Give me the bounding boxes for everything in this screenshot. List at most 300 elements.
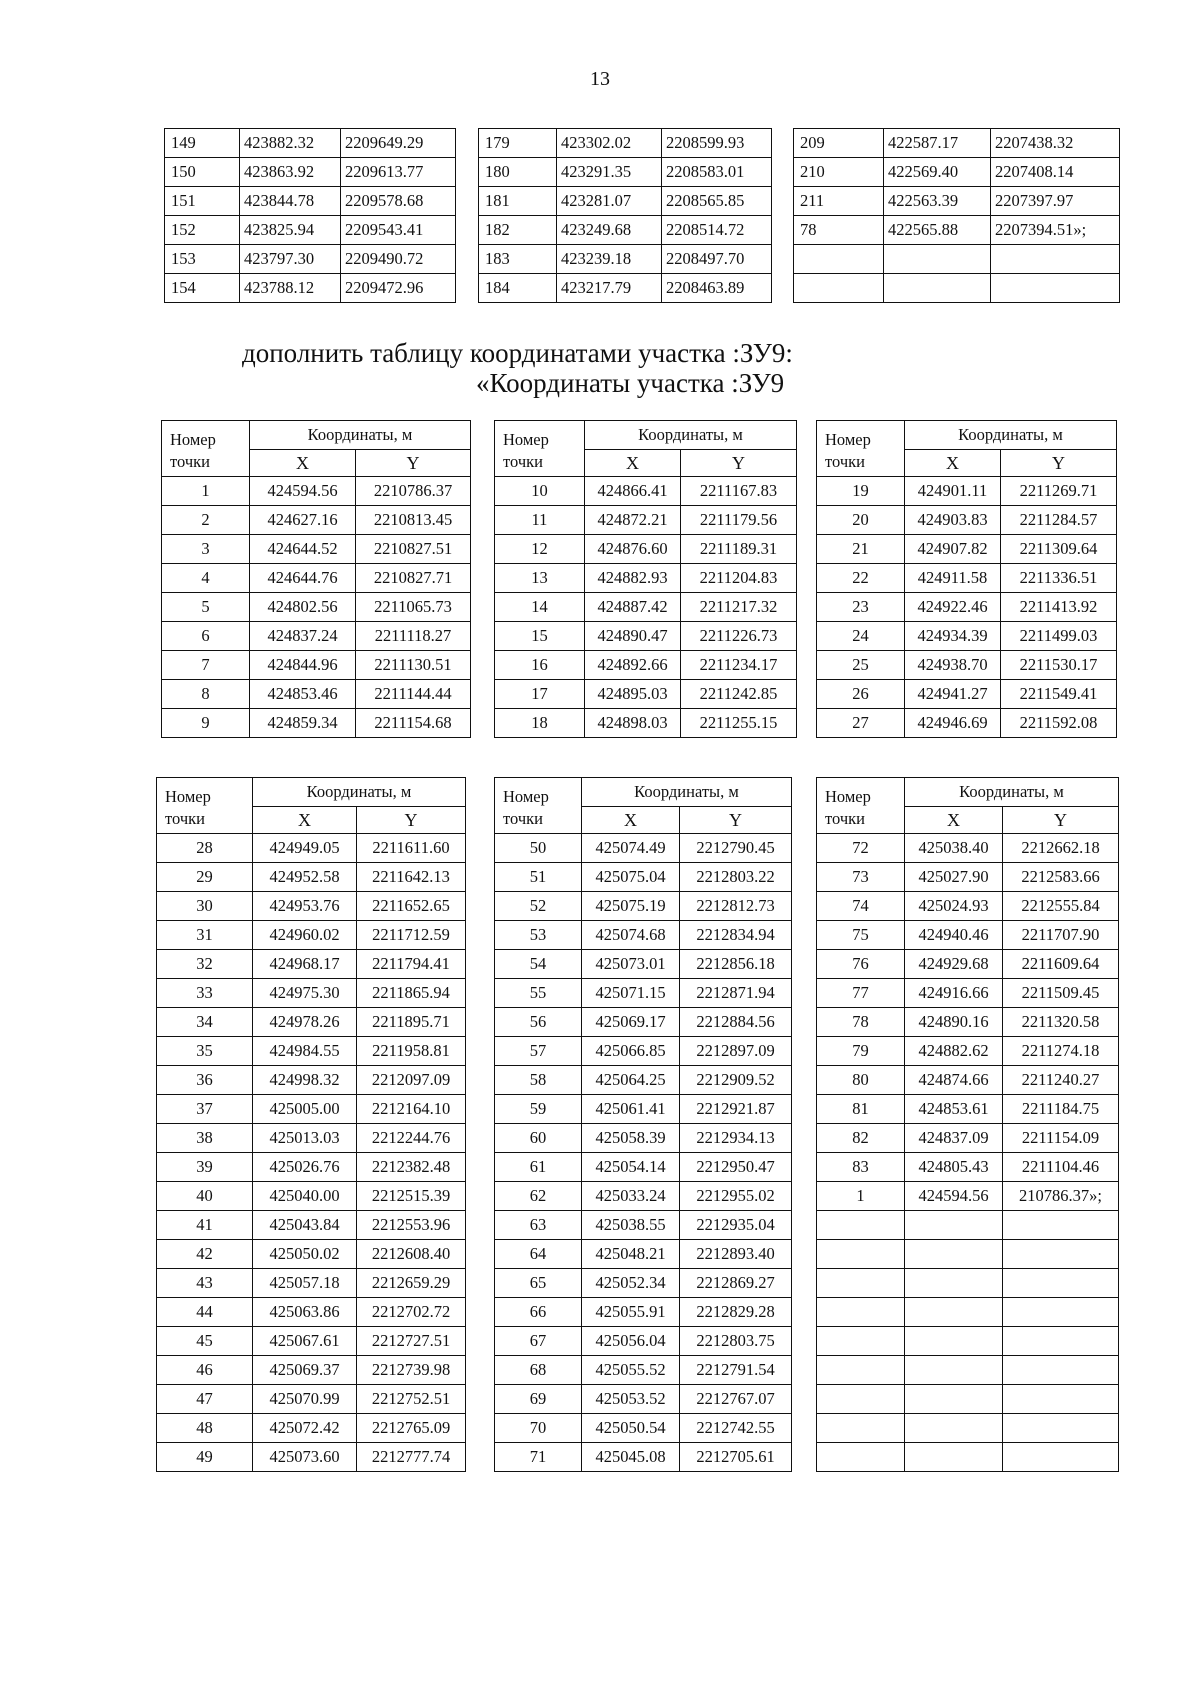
x-coordinate-cell: 425073.60	[253, 1443, 357, 1472]
y-coordinate-cell: 2212955.02	[680, 1182, 792, 1211]
point-number-cell: 6	[162, 622, 250, 651]
table-row	[157, 863, 466, 892]
x-coordinate-cell: 425050.54	[582, 1414, 680, 1443]
point-number-label: Номер	[170, 430, 216, 449]
table-row	[479, 187, 772, 216]
table-row	[157, 1037, 466, 1066]
point-number-cell: 63	[495, 1211, 582, 1240]
point-number-cell: 77	[817, 979, 905, 1008]
table-row	[817, 1095, 1119, 1124]
y-coordinate-cell: 2212702.72	[357, 1298, 466, 1327]
x-coordinate-cell: 422569.40	[884, 158, 991, 187]
y-coordinate-cell: 2212790.45	[680, 834, 792, 863]
table-row	[817, 1211, 1119, 1240]
x-coordinate-cell: 425071.15	[582, 979, 680, 1008]
point-number-cell: 16	[495, 651, 585, 680]
point-number-header	[817, 778, 905, 834]
x-coordinate-cell: 424890.47	[585, 622, 681, 651]
point-number-cell	[817, 1298, 905, 1327]
table-row	[495, 1066, 792, 1095]
coord-table-2	[494, 420, 797, 738]
coordinates-header: Координаты, м	[905, 778, 1119, 807]
x-coordinate-cell: 424594.56	[905, 1182, 1003, 1211]
x-coordinate-cell: 422565.88	[884, 216, 991, 245]
point-number-cell: 13	[495, 564, 585, 593]
x-coordinate-cell	[905, 1443, 1003, 1472]
table-row	[817, 1066, 1119, 1095]
table-row	[495, 950, 792, 979]
point-number-cell: 59	[495, 1095, 582, 1124]
y-coordinate-cell: 2212382.48	[357, 1153, 466, 1182]
table-row	[495, 1385, 792, 1414]
x-coordinate-cell: 425005.00	[253, 1095, 357, 1124]
y-coordinate-cell: 2211958.81	[357, 1037, 466, 1066]
table-row	[495, 1008, 792, 1037]
point-number-cell	[794, 245, 884, 274]
y-coordinate-cell: 2211320.58	[1003, 1008, 1119, 1037]
y-coordinate-cell: 2212884.56	[680, 1008, 792, 1037]
table-row	[817, 1385, 1119, 1414]
point-number-cell: 149	[165, 129, 240, 158]
point-number-label: точки	[503, 809, 543, 828]
x-coordinate-cell: 425072.42	[253, 1414, 357, 1443]
x-coordinate-cell: 424866.41	[585, 477, 681, 506]
point-number-header	[817, 421, 905, 477]
point-number-cell: 9	[162, 709, 250, 738]
table-row	[794, 245, 1120, 274]
y-coordinate-cell: 2212893.40	[680, 1240, 792, 1269]
x-coordinate-cell: 424890.16	[905, 1008, 1003, 1037]
x-coordinate-cell: 425045.08	[582, 1443, 680, 1472]
point-number-cell	[817, 1327, 905, 1356]
table-row	[495, 863, 792, 892]
page-number: 13	[590, 68, 610, 90]
table-row	[162, 535, 471, 564]
y-coordinate-cell: 2212659.29	[357, 1269, 466, 1298]
x-coordinate-cell: 425033.24	[582, 1182, 680, 1211]
x-coordinate-cell: 422587.17	[884, 129, 991, 158]
table-row	[817, 1240, 1119, 1269]
x-coordinate-cell: 424594.56	[250, 477, 356, 506]
x-coordinate-cell: 424644.52	[250, 535, 356, 564]
y-header: Y	[1003, 807, 1119, 834]
table-row	[817, 1153, 1119, 1182]
x-coordinate-cell: 425070.99	[253, 1385, 357, 1414]
point-number-cell: 66	[495, 1298, 582, 1327]
table-row	[495, 1182, 792, 1211]
point-number-cell	[817, 1211, 905, 1240]
point-number-cell	[817, 1269, 905, 1298]
x-coordinate-cell: 425073.01	[582, 950, 680, 979]
x-coordinate-cell: 424940.46	[905, 921, 1003, 950]
table-row	[479, 245, 772, 274]
coord-table-1	[161, 420, 471, 738]
table-row	[495, 1356, 792, 1385]
y-coordinate-cell: 2208514.72	[662, 216, 772, 245]
x-coordinate-cell: 425075.19	[582, 892, 680, 921]
x-coordinate-cell: 424952.58	[253, 863, 357, 892]
x-coordinate-cell: 424644.76	[250, 564, 356, 593]
point-number-cell: 210	[794, 158, 884, 187]
point-number-cell: 68	[495, 1356, 582, 1385]
y-coordinate-cell: 2211184.75	[1003, 1095, 1119, 1124]
point-number-cell: 28	[157, 834, 253, 863]
table-row	[817, 477, 1117, 506]
x-coordinate-cell: 424805.43	[905, 1153, 1003, 1182]
x-coordinate-cell: 425056.04	[582, 1327, 680, 1356]
y-coordinate-cell: 2211226.73	[681, 622, 797, 651]
point-number-label: точки	[170, 452, 210, 471]
point-number-cell: 33	[157, 979, 253, 1008]
point-number-cell: 184	[479, 274, 557, 303]
x-coordinate-cell: 425048.21	[582, 1240, 680, 1269]
y-coordinate-cell: 2212812.73	[680, 892, 792, 921]
table-row	[157, 1211, 466, 1240]
table-row	[817, 1443, 1119, 1472]
x-coordinate-cell	[905, 1269, 1003, 1298]
table-row	[495, 1327, 792, 1356]
table-row	[817, 564, 1117, 593]
y-coordinate-cell: 2212742.55	[680, 1414, 792, 1443]
point-number-cell: 55	[495, 979, 582, 1008]
x-coordinate-cell: 425067.61	[253, 1327, 357, 1356]
point-number-cell: 40	[157, 1182, 253, 1211]
point-number-cell: 22	[817, 564, 905, 593]
y-coordinate-cell: 2212583.66	[1003, 863, 1119, 892]
point-number-cell: 31	[157, 921, 253, 950]
y-coordinate-cell: 2208583.01	[662, 158, 772, 187]
x-coordinate-cell: 424907.82	[905, 535, 1001, 564]
table-row	[165, 274, 456, 303]
x-coordinate-cell	[905, 1327, 1003, 1356]
point-number-cell: 52	[495, 892, 582, 921]
point-number-cell: 35	[157, 1037, 253, 1066]
x-coordinate-cell: 424911.58	[905, 564, 1001, 593]
y-coordinate-cell: 2211865.94	[357, 979, 466, 1008]
table-row	[817, 950, 1119, 979]
table-row	[495, 1124, 792, 1153]
point-number-header	[495, 778, 582, 834]
point-number-label: точки	[825, 452, 865, 471]
table-row	[157, 1240, 466, 1269]
point-number-cell: 15	[495, 622, 585, 651]
point-number-cell	[817, 1240, 905, 1269]
x-coordinate-cell: 424802.56	[250, 593, 356, 622]
table-row	[162, 564, 471, 593]
x-coordinate-cell: 425050.02	[253, 1240, 357, 1269]
y-coordinate-cell: 2212921.87	[680, 1095, 792, 1124]
top-table-1	[164, 128, 456, 303]
x-coordinate-cell: 425038.40	[905, 834, 1003, 863]
x-coordinate-cell: 424859.34	[250, 709, 356, 738]
table-row	[495, 921, 792, 950]
x-header: X	[905, 450, 1001, 477]
table-row	[165, 187, 456, 216]
point-number-cell: 2	[162, 506, 250, 535]
x-coordinate-cell: 424892.66	[585, 651, 681, 680]
point-number-cell: 3	[162, 535, 250, 564]
point-number-cell: 180	[479, 158, 557, 187]
y-coordinate-cell: 2211592.08	[1001, 709, 1117, 738]
y-coordinate-cell: 2212909.52	[680, 1066, 792, 1095]
table-row	[162, 651, 471, 680]
point-number-cell: 183	[479, 245, 557, 274]
y-coordinate-cell: 2211234.17	[681, 651, 797, 680]
x-coordinate-cell: 425057.18	[253, 1269, 357, 1298]
x-coordinate-cell: 424953.76	[253, 892, 357, 921]
point-number-cell: 80	[817, 1066, 905, 1095]
x-coordinate-cell: 424837.24	[250, 622, 356, 651]
point-number-cell: 72	[817, 834, 905, 863]
point-number-cell	[817, 1385, 905, 1414]
x-coordinate-cell: 424872.21	[585, 506, 681, 535]
y-coordinate-cell: 2211509.45	[1003, 979, 1119, 1008]
table-row	[495, 680, 797, 709]
table-row	[165, 216, 456, 245]
table-row	[157, 1095, 466, 1124]
table-row	[817, 680, 1117, 709]
y-coordinate-cell: 2211154.09	[1003, 1124, 1119, 1153]
point-number-cell: 83	[817, 1153, 905, 1182]
y-header: Y	[357, 807, 466, 834]
point-number-cell: 48	[157, 1414, 253, 1443]
y-coordinate-cell: 2207438.32	[991, 129, 1120, 158]
instruction-line-1: дополнить таблицу координатами участка :ЗУ9:	[242, 338, 793, 368]
table-row	[162, 506, 471, 535]
table-row	[817, 651, 1117, 680]
x-header: X	[582, 807, 680, 834]
table-row	[165, 158, 456, 187]
x-coordinate-cell: 423797.30	[240, 245, 341, 274]
y-coordinate-cell: 2212950.47	[680, 1153, 792, 1182]
point-number-label: Номер	[825, 430, 871, 449]
y-coordinate-cell: 2211284.57	[1001, 506, 1117, 535]
y-coordinate-cell: 2212739.98	[357, 1356, 466, 1385]
x-coordinate-cell	[905, 1240, 1003, 1269]
x-coordinate-cell: 425024.93	[905, 892, 1003, 921]
point-number-cell: 182	[479, 216, 557, 245]
y-coordinate-cell: 2211189.31	[681, 535, 797, 564]
table-row	[162, 680, 471, 709]
y-coordinate-cell: 2212705.61	[680, 1443, 792, 1472]
x-coordinate-cell: 424968.17	[253, 950, 357, 979]
y-coordinate-cell: 2212803.75	[680, 1327, 792, 1356]
point-number-cell	[817, 1443, 905, 1472]
point-number-cell: 51	[495, 863, 582, 892]
y-coordinate-cell: 2211499.03	[1001, 622, 1117, 651]
y-coordinate-cell: 2210813.45	[356, 506, 471, 535]
y-coordinate-cell: 2211144.44	[356, 680, 471, 709]
x-coordinate-cell: 424941.27	[905, 680, 1001, 709]
y-coordinate-cell: 2212869.27	[680, 1269, 792, 1298]
point-number-header	[495, 421, 585, 477]
y-coordinate-cell: 2211154.68	[356, 709, 471, 738]
table-row	[157, 1153, 466, 1182]
table-row	[157, 892, 466, 921]
point-number-cell: 153	[165, 245, 240, 274]
point-number-label: точки	[503, 452, 543, 471]
y-coordinate-cell: 2211309.64	[1001, 535, 1117, 564]
y-coordinate-cell: 2209472.96	[341, 274, 456, 303]
x-coordinate-cell: 424853.46	[250, 680, 356, 709]
y-coordinate-cell: 2211204.83	[681, 564, 797, 593]
table-row	[495, 622, 797, 651]
x-coordinate-cell: 424882.93	[585, 564, 681, 593]
table-row	[817, 979, 1119, 1008]
x-coordinate-cell: 425040.00	[253, 1182, 357, 1211]
y-coordinate-cell: 2210827.71	[356, 564, 471, 593]
y-coordinate-cell: 2211712.59	[357, 921, 466, 950]
table-row	[817, 1008, 1119, 1037]
table-row	[495, 1443, 792, 1472]
point-number-cell: 20	[817, 506, 905, 535]
table-row	[165, 245, 456, 274]
header-row	[157, 778, 466, 807]
table-row	[157, 1327, 466, 1356]
table-row	[495, 1095, 792, 1124]
x-coordinate-cell: 425052.34	[582, 1269, 680, 1298]
y-coordinate-cell	[1003, 1356, 1119, 1385]
y-coordinate-cell: 2207408.14	[991, 158, 1120, 187]
x-coordinate-cell: 424887.42	[585, 593, 681, 622]
point-number-cell: 82	[817, 1124, 905, 1153]
table-row	[817, 834, 1119, 863]
coord-table-5	[494, 777, 792, 1472]
header-row	[495, 778, 792, 807]
point-number-cell: 32	[157, 950, 253, 979]
y-coordinate-cell: 2209649.29	[341, 129, 456, 158]
x-coordinate-cell: 424949.05	[253, 834, 357, 863]
y-coordinate-cell: 2211255.15	[681, 709, 797, 738]
x-coordinate-cell: 425061.41	[582, 1095, 680, 1124]
point-number-label: Номер	[503, 787, 549, 806]
x-coordinate-cell: 424938.70	[905, 651, 1001, 680]
y-coordinate-cell	[1003, 1269, 1119, 1298]
y-coordinate-cell: 2210827.51	[356, 535, 471, 564]
y-coordinate-cell: 2211269.71	[1001, 477, 1117, 506]
x-coordinate-cell: 425055.91	[582, 1298, 680, 1327]
x-coordinate-cell: 424898.03	[585, 709, 681, 738]
y-coordinate-cell: 2208497.70	[662, 245, 772, 274]
y-coordinate-cell: 2212777.74	[357, 1443, 466, 1472]
x-coordinate-cell: 423788.12	[240, 274, 341, 303]
point-number-cell: 4	[162, 564, 250, 593]
x-coordinate-cell: 424922.46	[905, 593, 1001, 622]
table-row	[495, 593, 797, 622]
table-row	[794, 216, 1120, 245]
x-coordinate-cell	[905, 1385, 1003, 1414]
y-coordinate-cell: 2212515.39	[357, 1182, 466, 1211]
top-table-3	[793, 128, 1120, 303]
point-number-cell: 150	[165, 158, 240, 187]
table-row	[157, 1443, 466, 1472]
table-row	[157, 950, 466, 979]
point-number-cell: 5	[162, 593, 250, 622]
x-coordinate-cell: 424903.83	[905, 506, 1001, 535]
point-number-cell: 26	[817, 680, 905, 709]
point-number-cell: 17	[495, 680, 585, 709]
y-coordinate-cell: 2212871.94	[680, 979, 792, 1008]
x-coordinate-cell: 424975.30	[253, 979, 357, 1008]
y-coordinate-cell: 210786.37»;	[1003, 1182, 1119, 1211]
table-row	[162, 593, 471, 622]
table-row	[817, 1037, 1119, 1066]
y-coordinate-cell	[1003, 1327, 1119, 1356]
table-row	[495, 1298, 792, 1327]
x-coordinate-cell	[884, 245, 991, 274]
point-number-cell: 75	[817, 921, 905, 950]
coord-table-3	[816, 420, 1117, 738]
x-coordinate-cell: 425064.25	[582, 1066, 680, 1095]
x-coordinate-cell: 424627.16	[250, 506, 356, 535]
x-coordinate-cell: 424984.55	[253, 1037, 357, 1066]
y-coordinate-cell: 2211652.65	[357, 892, 466, 921]
point-number-cell: 70	[495, 1414, 582, 1443]
table-row	[157, 1182, 466, 1211]
point-number-cell: 12	[495, 535, 585, 564]
point-number-cell: 62	[495, 1182, 582, 1211]
point-number-cell: 78	[817, 1008, 905, 1037]
header-row	[495, 421, 797, 450]
table-row	[794, 129, 1120, 158]
point-number-cell: 71	[495, 1443, 582, 1472]
y-coordinate-cell: 2212244.76	[357, 1124, 466, 1153]
point-number-cell	[817, 1414, 905, 1443]
table-row	[817, 1298, 1119, 1327]
coord-table-4	[156, 777, 466, 1472]
point-number-label: точки	[165, 809, 205, 828]
y-coordinate-cell: 2209490.72	[341, 245, 456, 274]
x-coordinate-cell	[905, 1298, 1003, 1327]
y-coordinate-cell: 2212752.51	[357, 1385, 466, 1414]
y-coordinate-cell: 2211104.46	[1003, 1153, 1119, 1182]
y-coordinate-cell: 2212555.84	[1003, 892, 1119, 921]
table-row	[495, 1211, 792, 1240]
x-coordinate-cell: 425055.52	[582, 1356, 680, 1385]
table-row	[495, 709, 797, 738]
point-number-cell: 10	[495, 477, 585, 506]
x-coordinate-cell: 423291.35	[557, 158, 662, 187]
y-coordinate-cell: 2212608.40	[357, 1240, 466, 1269]
table-row	[157, 1269, 466, 1298]
table-row	[162, 622, 471, 651]
x-coordinate-cell: 425074.68	[582, 921, 680, 950]
table-row	[495, 1240, 792, 1269]
y-coordinate-cell: 2209578.68	[341, 187, 456, 216]
y-coordinate-cell: 2211336.51	[1001, 564, 1117, 593]
y-coordinate-cell: 2211167.83	[681, 477, 797, 506]
point-number-cell: 64	[495, 1240, 582, 1269]
table-row	[817, 709, 1117, 738]
y-coordinate-cell: 2212834.94	[680, 921, 792, 950]
y-coordinate-cell: 2209613.77	[341, 158, 456, 187]
table-row	[495, 834, 792, 863]
x-header: X	[585, 450, 681, 477]
table-row	[817, 1414, 1119, 1443]
y-header: Y	[1001, 450, 1117, 477]
y-coordinate-cell	[1003, 1385, 1119, 1414]
table-row	[157, 1066, 466, 1095]
y-coordinate-cell: 2211217.32	[681, 593, 797, 622]
coordinates-header: Координаты, м	[582, 778, 792, 807]
y-coordinate-cell	[1003, 1240, 1119, 1269]
table-row	[817, 593, 1117, 622]
y-coordinate-cell: 2211118.27	[356, 622, 471, 651]
point-number-cell: 58	[495, 1066, 582, 1095]
table-row	[495, 535, 797, 564]
y-coordinate-cell: 2212164.10	[357, 1095, 466, 1124]
point-number-cell: 211	[794, 187, 884, 216]
